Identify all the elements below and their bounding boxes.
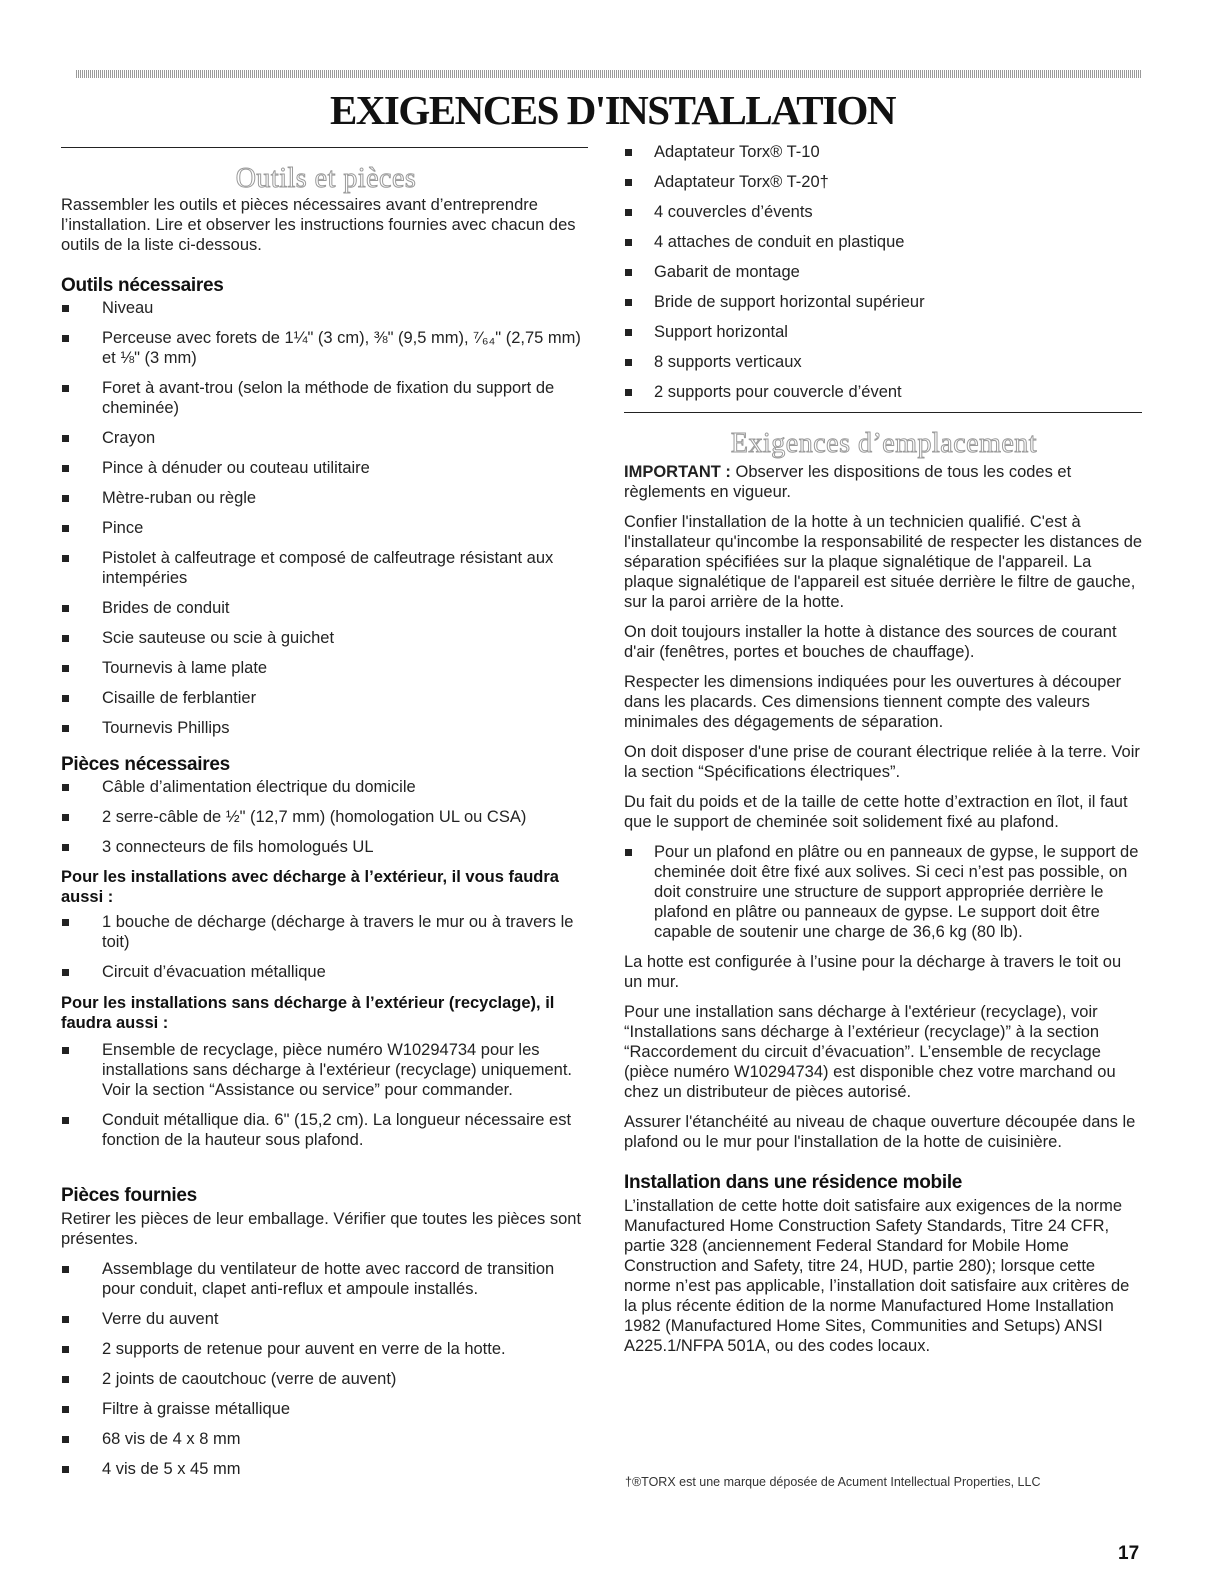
vent-heading: Pour les installations avec décharge à l’extérieur, il vous faudra aussi : — [61, 868, 559, 906]
section-rule — [624, 412, 1142, 413]
location-paragraph: Confier l'installation de la hotte à un technicien qualifié. C'est à l'installateur qu'incombe la responsabilité de respecter les distances de séparation spécifiées sur la plaque signalétique de l'appareil. La plaque signalétique de l'appareil est située derrière le filtre de gauche, sur la paroi arrière de la hotte. — [624, 513, 1143, 611]
location-paragraph: On doit toujours installer la hotte à distance des sources de courant d'air (fenêtres, portes et bouches de chauffage). — [624, 623, 1117, 661]
list-item: Perceuse avec forets de 1¼" (3 cm), ⅜" (9,5 mm), ⁷⁄₆₄" (2,75 mm) et ⅛" (3 mm) — [61, 328, 591, 368]
list-item: Pistolet à calfeutrage et composé de calfeutrage résistant aux intempéries — [61, 548, 591, 588]
recirc-block — [61, 993, 591, 1150]
tools-intro — [61, 195, 591, 255]
supplied-intro: Retirer les pièces de leur emballage. Vérifier que toutes les pièces sont présentes. — [61, 1210, 582, 1248]
important-paragraph — [624, 462, 1144, 502]
list-item: Verre du auvent — [61, 1309, 591, 1329]
list-item: Bride de support horizontal supérieur — [624, 292, 1144, 312]
location-paragraph: La hotte est configurée à l’usine pour la décharge à travers le toit ou un mur. — [624, 953, 1122, 991]
recirc-list — [61, 1040, 591, 1150]
vent-list — [61, 912, 591, 982]
list-item: Foret à avant-trou (selon la méthode de fixation du support de cheminée) — [61, 378, 591, 418]
intro-paragraph: Rassembler les outils et pièces nécessaires avant d’entreprendre l’installation. Lire et observer les instructions fournies avec chacun des outils de la liste ci-dessous. — [61, 196, 576, 254]
list-item: Cisaille de ferblantier — [61, 688, 591, 708]
recirc-heading: Pour les installations sans décharge à l’extérieur (recyclage), il faudra aussi : — [61, 994, 555, 1032]
list-item: Crayon — [61, 428, 591, 448]
mobile-paragraph: L’installation de cette hotte doit satisfaire aux exigences de la norme Manufactured Home Construction Safety Standards, Titre 24 CFR, partie 328 (anciennement Federal Standard for Mobile Home Construction and Safety, titre 24, HUD, partie 280); lorsque cette norme n’est pas applicable, l’installation doit satisfaire aux critères de la plus récente édition de la norme Manufactured Home Installation 1982 (Manufactured Home Sites, Communities and Setups) ANSI A225.1/NFPA 501A, ou des codes locaux. — [624, 1197, 1130, 1355]
list-item: Pince — [61, 518, 591, 538]
list-item: 4 vis de 5 x 45 mm — [61, 1459, 591, 1479]
location-paragraph: On doit disposer d'une prise de courant électrique reliée à la terre. Voir la section “Spécifications électriques”. — [624, 743, 1140, 781]
list-item: Pince à dénuder ou couteau utilitaire — [61, 458, 591, 478]
list-item: Tournevis à lame plate — [61, 658, 591, 678]
tools-list — [61, 298, 591, 738]
list-item: 2 joints de caoutchouc (verre de auvent) — [61, 1369, 591, 1389]
list-item: 4 couvercles d’évents — [624, 202, 1144, 222]
list-item: 4 attaches de conduit en plastique — [624, 232, 1144, 252]
important-text: Observer les dispositions de tous les codes et règlements en vigueur. — [624, 463, 1072, 501]
mobile-heading: Installation dans une résidence mobile — [624, 1172, 963, 1193]
parts-heading: Pièces nécessaires — [61, 754, 230, 775]
list-item: Niveau — [61, 298, 591, 318]
list-item: Câble d’alimentation électrique du domicile — [61, 777, 591, 797]
list-item: Ensemble de recyclage, pièce numéro W10294734 pour les installations sans décharge à l'extérieur (recyclage) uniquement. Voir la section “Assistance ou service” pour commander. — [61, 1040, 591, 1100]
top-decorative-band — [76, 70, 1142, 78]
list-item: Gabarit de montage — [624, 262, 1144, 282]
list-item: Brides de conduit — [61, 598, 591, 618]
parts-block — [61, 754, 591, 857]
list-item: 3 connecteurs de fils homologués UL — [61, 837, 591, 857]
list-item: Mètre-ruban ou règle — [61, 488, 591, 508]
list-item: Tournevis Phillips — [61, 718, 591, 738]
supplied-list — [61, 1259, 591, 1479]
list-item: 2 supports pour couvercle d’évent — [624, 382, 1144, 402]
list-item: Conduit métallique dia. 6" (15,2 cm). La longueur nécessaire est fonction de la hauteur sous plafond. — [61, 1110, 591, 1150]
list-item: Pour un plafond en plâtre ou en panneaux de gypse, le support de cheminée doit être fixé aux solives. Si ceci n’est pas possible, on doit construire une structure de support appropriée derrière le plafond en plâtre ou panneaux de gypse. Le support doit être capable de soutenir une charge de 36,6 kg (80 lb). — [624, 842, 1144, 942]
list-item: 2 supports de retenue pour auvent en verre de la hotte. — [61, 1339, 591, 1359]
list-item: 1 bouche de décharge (décharge à travers le mur ou à travers le toit) — [61, 912, 591, 952]
ceiling-list — [624, 842, 1144, 942]
location-paragraph: Respecter les dimensions indiquées pour les ouvertures à découper dans les placards. Ces dimensions tiennent compte des valeurs minimales des dégagements de séparation. — [624, 673, 1122, 731]
location-paragraph: Pour une installation sans décharge à l'extérieur (recyclage), voir “Installations sans décharge à l’extérieur (recyclage)” à la section “Raccordement du circuit d’évacuation”. L’ensemble de recyclage (pièce numéro W10294734) est disponible chez votre marchand ou chez un distributeur de pièces autorisé. — [624, 1003, 1116, 1101]
list-item: 8 supports verticaux — [624, 352, 1144, 372]
section-title-tools-parts: Outils et pièces — [235, 163, 417, 194]
list-item: Adaptateur Torx® T-10 — [624, 142, 1144, 162]
section-rule — [61, 147, 588, 148]
location-paragraph: Du fait du poids et de la taille de cette hotte d’extraction en îlot, il faut que le support de cheminée soit solidement fixé au plafond. — [624, 793, 1128, 831]
list-item: 68 vis de 4 x 8 mm — [61, 1429, 591, 1449]
footnote: †®TORX est une marque déposée de Acument Intellectual Properties, LLC — [625, 1475, 1041, 1489]
parts-list — [61, 777, 591, 857]
location-paragraph: Assurer l'étanchéité au niveau de chaque ouverture découpée dans le plafond ou le mur pour l'installation de la hotte de cuisinière. — [624, 1113, 1136, 1151]
supplied-block — [61, 1185, 591, 1479]
supplied-heading: Pièces fournies — [61, 1185, 197, 1206]
list-item: Circuit d’évacuation métallique — [61, 962, 591, 982]
supplied-continued-block — [624, 142, 1144, 402]
list-item: Filtre à graisse métallique — [61, 1399, 591, 1419]
location-block — [624, 462, 1144, 1152]
tools-block — [61, 275, 591, 738]
list-item: Assemblage du ventilateur de hotte avec raccord de transition pour conduit, clapet anti-reflux et ampoule installés. — [61, 1259, 591, 1299]
tools-heading: Outils nécessaires — [61, 275, 224, 296]
list-item: Scie sauteuse ou scie à guichet — [61, 628, 591, 648]
supplied-list-continued — [624, 142, 1144, 402]
mobile-home-block — [624, 1172, 1144, 1356]
list-item: Support horizontal — [624, 322, 1144, 342]
important-label: IMPORTANT : — [624, 463, 731, 481]
list-item: Adaptateur Torx® T-20† — [624, 172, 1144, 192]
vent-block — [61, 867, 591, 982]
page-number: 17 — [1118, 1543, 1140, 1564]
page-title: EXIGENCES D'INSTALLATION — [329, 87, 896, 133]
list-item: 2 serre-câble de ½" (12,7 mm) (homologation UL ou CSA) — [61, 807, 591, 827]
section-title-location: Exigences d’emplacement — [730, 428, 1038, 459]
